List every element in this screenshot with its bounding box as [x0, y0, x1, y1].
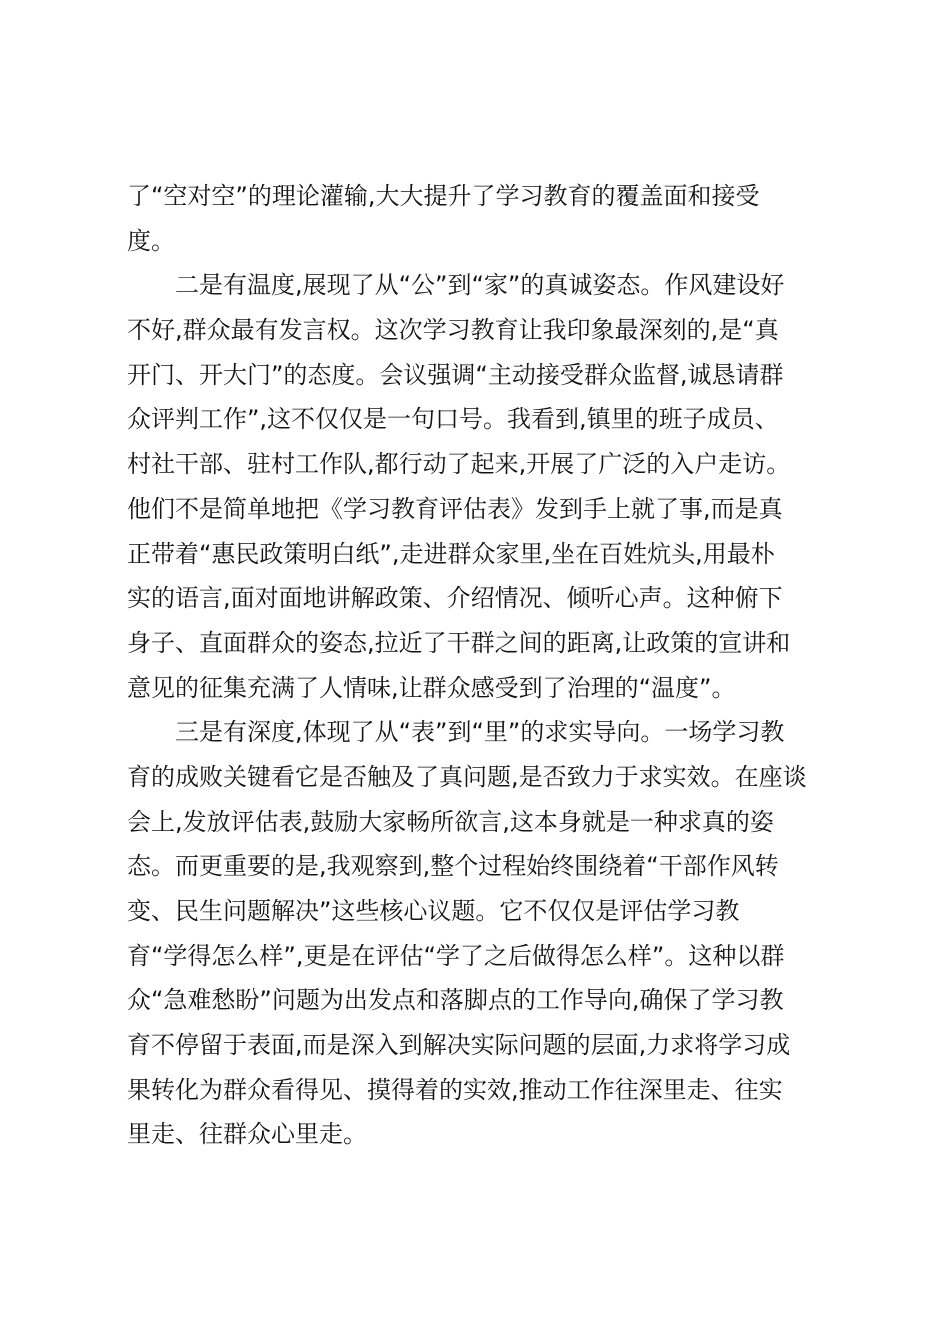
- text-line: 育“学得怎么样”,更是在评估“学了之后做得怎么样”。这种以群: [127, 941, 785, 970]
- body-text: [127, 174, 837, 1157]
- text-line: 开门、开大门”的态度。会议强调“主动接受群众监督,诚恳请群: [127, 360, 784, 389]
- text-line: 果转化为群众看得见、摸得着的实效,推动工作往深里走、往实: [127, 1075, 783, 1104]
- paragraph-start-line: 二是有温度,展现了从“公”到“家”的真诚姿态。作风建设好: [127, 271, 785, 300]
- text-line: 育不停留于表面,而是深入到解决实际问题的层面,力求将学习成: [127, 1031, 791, 1060]
- text-line: 实的语言,面对面地讲解政策、介绍情况、倾听心声。这种俯下: [127, 584, 783, 613]
- text-line: 不好,群众最有发言权。这次学习教育让我印象最深刻的,是“真: [127, 316, 779, 345]
- text-line: 里走、往群众心里走。: [127, 1120, 367, 1149]
- text-line: 态。而更重要的是,我观察到,整个过程始终围绕着“干部作风转: [127, 852, 779, 881]
- text-line: 会上,发放评估表,鼓励大家畅所欲言,这本身就是一种求真的姿: [127, 807, 774, 836]
- text-line: 众“急难愁盼”问题为出发点和落脚点的工作导向,确保了学习教: [127, 986, 784, 1015]
- text-line: 意见的征集充满了人情味,让群众感受到了治理的“温度”。: [127, 673, 736, 702]
- text-line: 变、民生问题解决”这些核心议题。它不仅仅是评估学习教: [127, 897, 740, 925]
- paragraph-start-line: 三是有深度,体现了从“表”到“里”的求实导向。一场学习教: [127, 718, 785, 747]
- text-line: 众评判工作”,这不仅仅是一句口号。我看到,镇里的班子成员、: [127, 405, 779, 434]
- text-line: 他们不是简单地把《学习教育评估表》发到手上就了事,而是真: [127, 494, 783, 523]
- text-line: 正带着“惠民政策明白纸”,走进群众家里,坐在百姓炕头,用最朴: [127, 539, 775, 568]
- text-line: 村社干部、驻村工作队,都行动了起来,开展了广泛的入户走访。: [127, 450, 791, 479]
- text-line: 育的成败关键看它是否触及了真问题,是否致力于求实效。在座谈: [127, 762, 807, 791]
- text-line: 身子、直面群众的姿态,拉近了干群之间的距离,让政策的宣讲和: [127, 628, 791, 657]
- text-line: 度。: [127, 226, 175, 255]
- text-line: 了“空对空”的理论灌输,大大提升了学习教育的覆盖面和接受: [127, 182, 760, 210]
